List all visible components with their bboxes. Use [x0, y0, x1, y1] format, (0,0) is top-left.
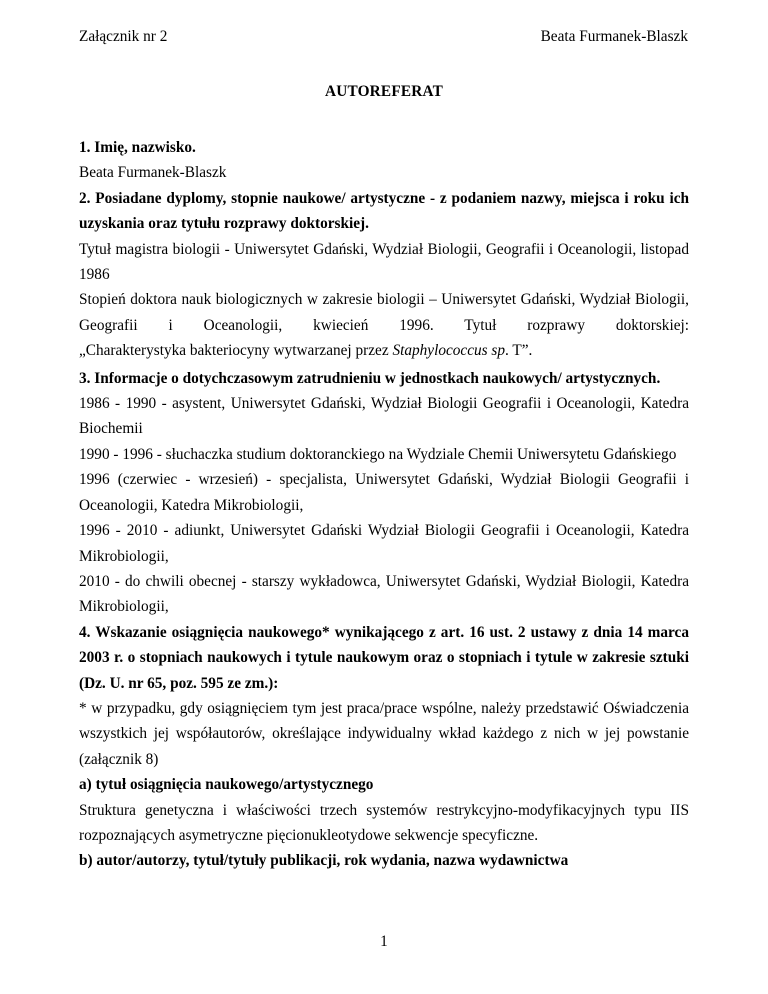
dissertation-title-start: „Charakterystyka bakteriocyny wytwarzanej przez	[79, 342, 393, 360]
header-right: Beata Furmanek-Blaszk	[540, 28, 688, 45]
dissertation-title-species: Staphylococcus sp	[392, 342, 506, 360]
page-number: 1	[380, 933, 388, 950]
section-1-name: Beata Furmanek-Blaszk	[79, 164, 227, 182]
section-3-paragraph-4: 1996 - 2010 - adiunkt, Uniwersytet Gdański Wydział Biologii Geografii i Oceanologii, Katedra Mikrobiologii,	[79, 522, 689, 565]
section-4-note: * w przypadku, gdy osiągnięciem tym jest praca/prace wspólne, należy przedstawić Oświadczenia wszystkich jej współautorów, określające indywidualny wkład każdego z nich w jej powstanie (załącznik 8)	[79, 699, 689, 768]
section-2-paragraph-3	[79, 338, 689, 363]
section-2-paragraph-2: Stopień doktora nauk biologicznych w zakresie biologii – Uniwersytet Gdański, Wydział Biologii, Geografii i Oceanologii, kwiecień 1996. Tytuł rozprawy doktorskiej:	[79, 291, 689, 334]
document-title: AUTOREFERAT	[324, 83, 444, 100]
document-body	[79, 135, 689, 874]
section-2-paragraph-1: Tytuł magistra biologii - Uniwersytet Gdański, Wydział Biologii, Geografii i Oceanologii, listopad 1986	[79, 240, 689, 284]
dissertation-title-end: . T”.	[505, 342, 533, 360]
section-4a-text: Struktura genetyczna i właściwości trzech systemów restrykcyjno-modyfikacyjnych typu IIS rozpoznających asymetryczne pięcionukleotydowe sekwencje specyficzne.	[79, 801, 689, 844]
section-3-paragraph-5: 2010 - do chwili obecnej - starszy wykładowca, Uniwersytet Gdański, Wydział Biologii, Katedra Mikrobiologii,	[79, 572, 689, 616]
section-3-paragraph-2: 1990 - 1996 - słuchaczka studium doktoranckiego na Wydziale Chemii Uniwersytetu Gdańskiego	[79, 445, 677, 463]
section-2-heading: 2. Posiadane dyplomy, stopnie naukowe/ artystyczne - z podaniem nazwy, miejsca i roku ich uzyskania oraz tytułu rozprawy doktorskiej.	[79, 189, 689, 233]
section-3-heading: 3. Informacje o dotychczasowym zatrudnieniu w jednostkach naukowych/ artystycznych.	[79, 369, 661, 387]
header-left: Załącznik nr 2	[79, 28, 168, 45]
section-3-paragraph-3: 1996 (czerwiec - wrzesień) - specjalista, Uniwersytet Gdański, Wydział Biologii Geografii i Oceanologii, Katedra Mikrobiologii,	[79, 471, 689, 514]
section-4a-heading: a) tytuł osiągnięcia naukowego/artystycznego	[79, 776, 374, 794]
section-4b-heading: b) autor/autorzy, tytuł/tytuły publikacji, rok wydania, nazwa wydawnictwa	[79, 852, 569, 870]
section-3-paragraph-1: 1986 - 1990 - asystent, Uniwersytet Gdański, Wydział Biologii Geografii i Oceanologii, Katedra Biochemii	[79, 395, 689, 438]
section-1-heading: 1. Imię, nazwisko.	[79, 139, 196, 156]
section-4-heading: 4. Wskazanie osiągnięcia naukowego* wynikającego z art. 16 ust. 2 ustawy z dnia 14 marca 2003 r. o stopniach naukowych i tytule naukowym oraz o stopniach i tytule w zakresie sztuki (Dz. U. nr 65, poz. 595 ze zm.):	[79, 623, 689, 692]
